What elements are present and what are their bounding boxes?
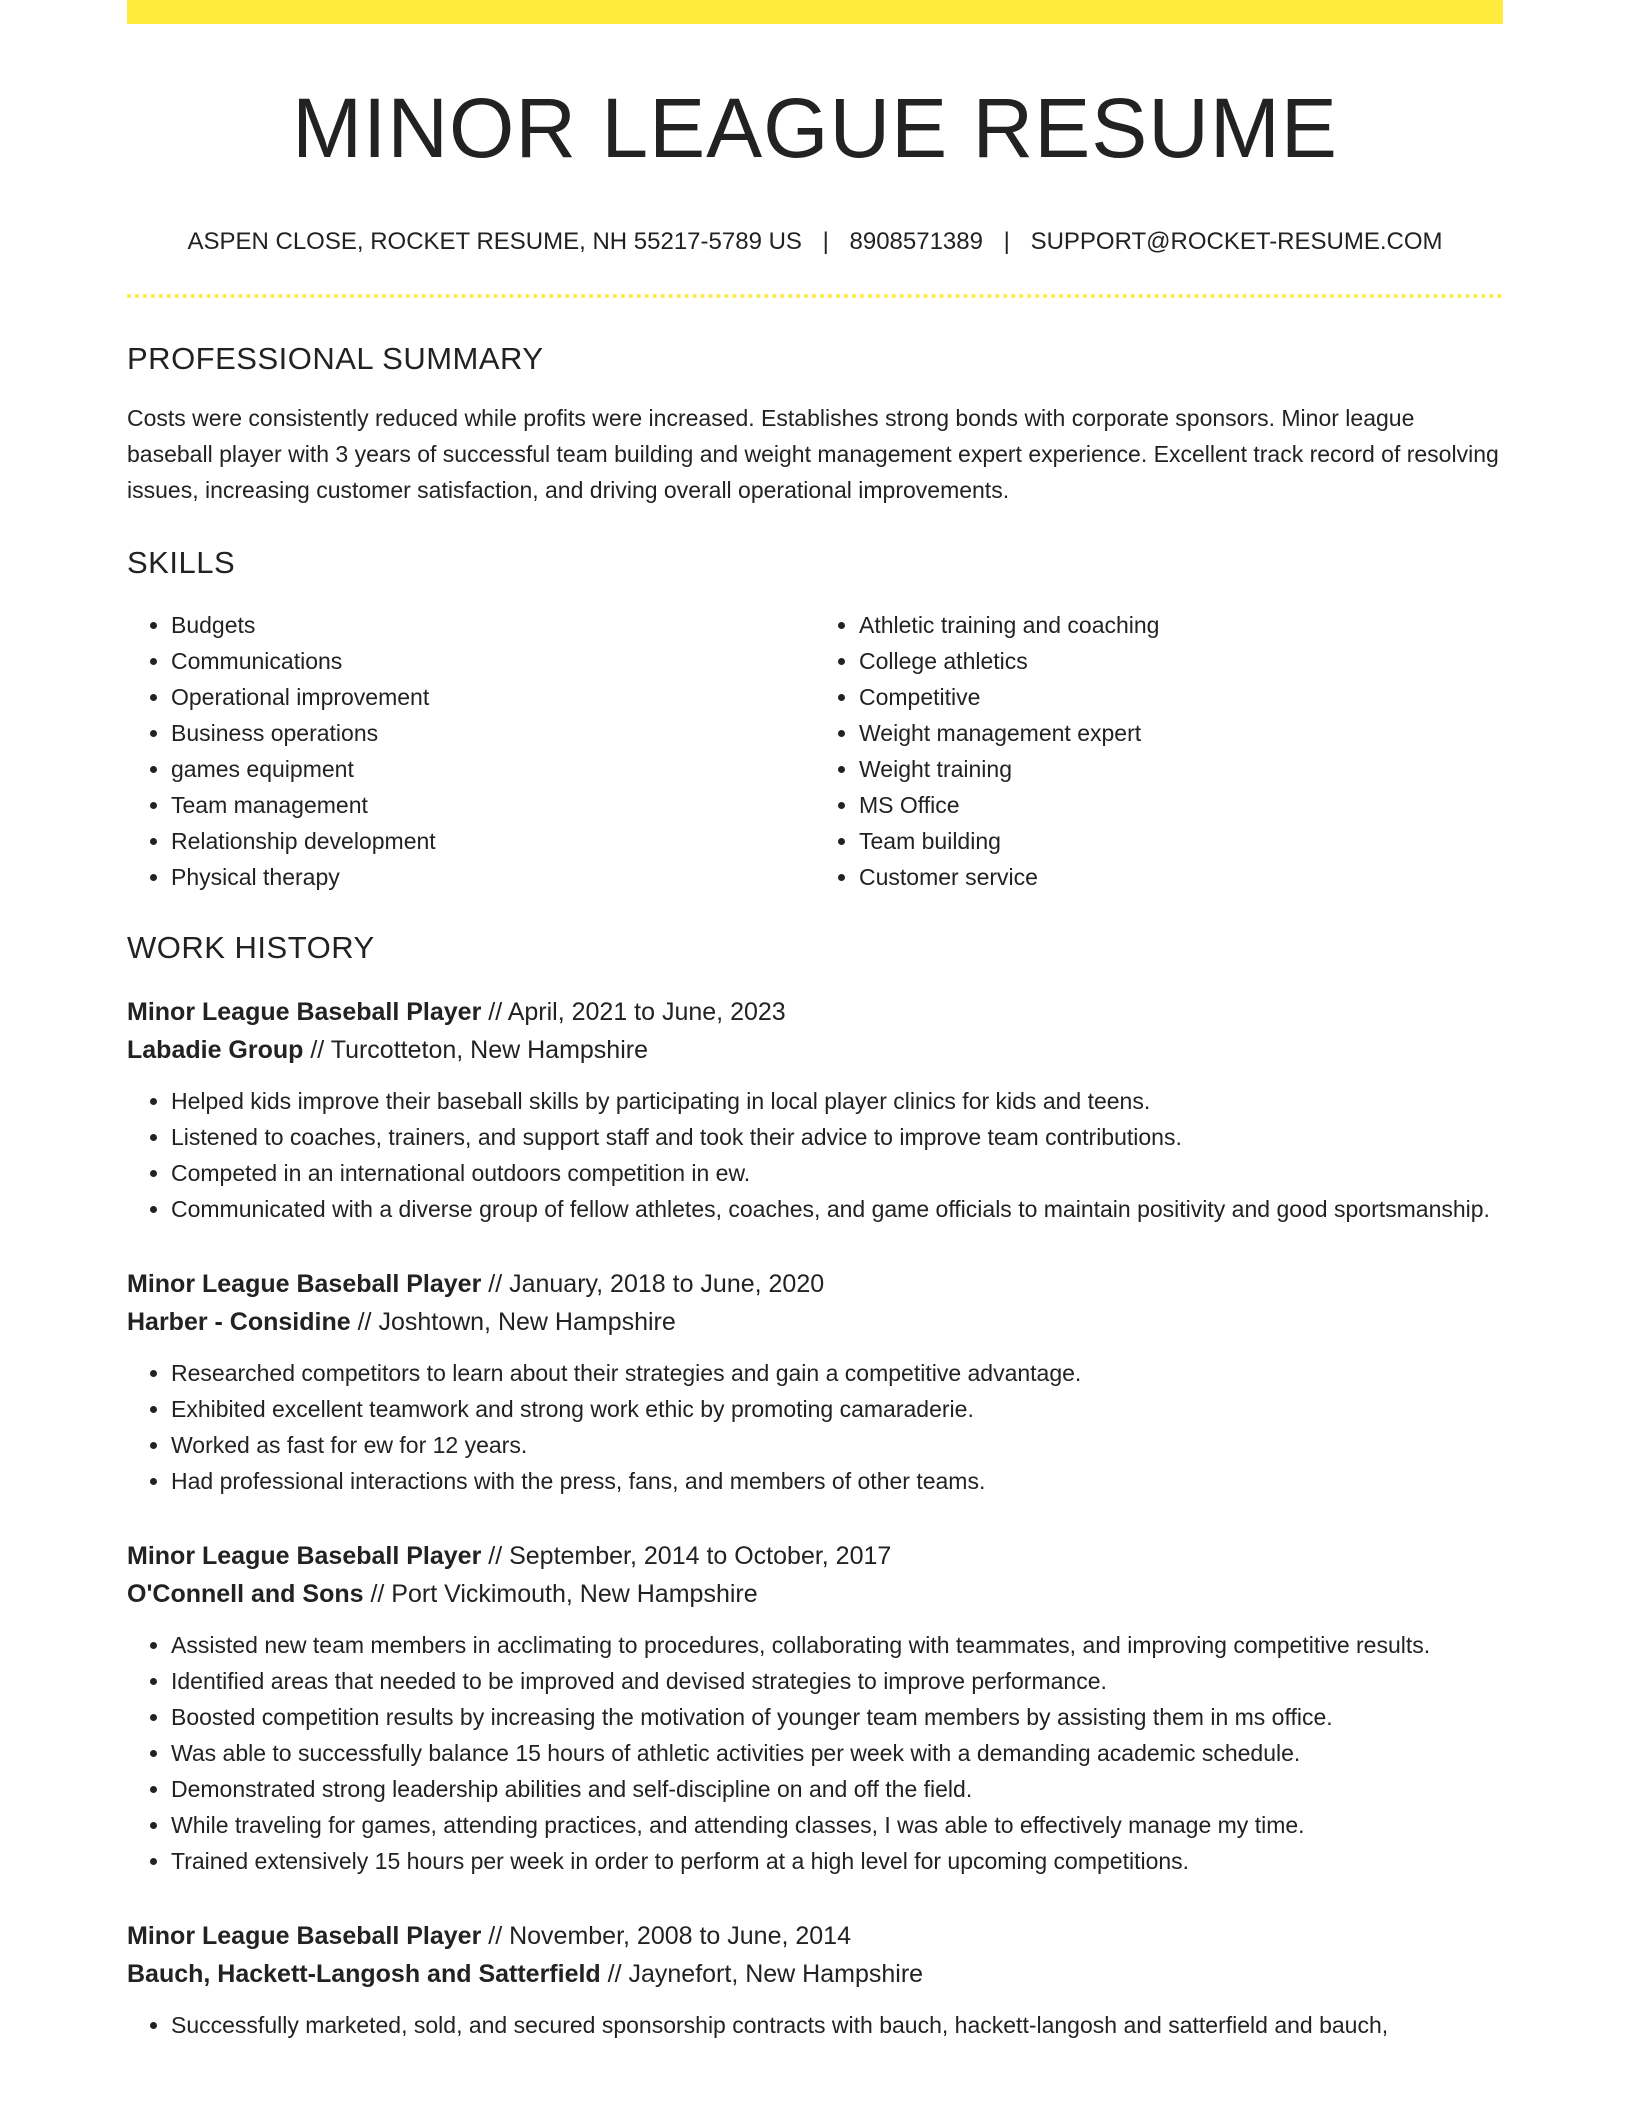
skill-item: • Weight management expert <box>859 715 1503 751</box>
job-bullets <box>127 2007 1503 2043</box>
contact-line <box>127 228 1503 256</box>
job-dates: // April, 2021 to June, 2023 <box>481 997 786 1026</box>
skill-item: • Communications <box>171 643 815 679</box>
job-dates: // November, 2008 to June, 2014 <box>481 1921 851 1950</box>
contact-separator: | <box>822 228 829 256</box>
job-bullet: • Researched competitors to learn about their strategies and gain a competitive advantage. <box>171 1355 1503 1391</box>
skill-item: • Weight training <box>859 751 1503 787</box>
skill-item: • College athletics <box>859 643 1503 679</box>
accent-top-bar <box>127 0 1503 24</box>
job-role: Minor League Baseball Player <box>127 1921 482 1950</box>
job-role-line <box>127 1265 1503 1303</box>
job-location: // Jaynefort, New Hampshire <box>600 1959 924 1988</box>
job-role: Minor League Baseball Player <box>127 1269 482 1298</box>
job-company: Harber - Considine <box>127 1307 351 1336</box>
skills-list <box>127 607 1503 895</box>
job-company: O'Connell and Sons <box>127 1579 364 1608</box>
job-company: Labadie Group <box>127 1035 304 1064</box>
job-entry <box>127 993 1503 1227</box>
job-company-line <box>127 1575 1503 1613</box>
job-entry <box>127 1537 1503 1879</box>
job-company: Bauch, Hackett-Langosh and Satterfield <box>127 1959 601 1988</box>
skill-item: • Customer service <box>859 859 1503 895</box>
skill-item: • Budgets <box>171 607 815 643</box>
contact-email: SUPPORT@ROCKET-RESUME.COM <box>1030 228 1443 256</box>
dotted-divider <box>127 294 1503 298</box>
job-bullets <box>127 1627 1503 1879</box>
job-bullet: • Helped kids improve their baseball skills by participating in local player clinics for kids and teens. <box>171 1083 1503 1119</box>
job-role: Minor League Baseball Player <box>127 997 482 1026</box>
contact-separator: | <box>1003 228 1010 256</box>
work-history-heading: WORK HISTORY <box>127 929 375 965</box>
job-role-line <box>127 993 1503 1031</box>
job-bullet: • Boosted competition results by increasing the motivation of younger team members by assisting them in ms office. <box>171 1699 1503 1735</box>
skill-item: • Relationship development <box>171 823 815 859</box>
skill-item: • Business operations <box>171 715 815 751</box>
resume-title: MINOR LEAGUE RESUME <box>292 81 1338 175</box>
job-bullets <box>127 1355 1503 1499</box>
job-dates: // January, 2018 to June, 2020 <box>481 1269 825 1298</box>
skills-column-left <box>127 607 815 895</box>
job-role-line <box>127 1917 1503 1955</box>
skill-item: • Physical therapy <box>171 859 815 895</box>
skill-item: • games equipment <box>171 751 815 787</box>
job-location: // Port Vickimouth, New Hampshire <box>363 1579 758 1608</box>
contact-address: ASPEN CLOSE, ROCKET RESUME, NH 55217-5789 US <box>187 228 802 256</box>
job-location: // Turcotteton, New Hampshire <box>303 1035 648 1064</box>
job-entry <box>127 1917 1503 2043</box>
job-bullet: • Assisted new team members in acclimating to procedures, collaborating with teammates, and improving competitive results. <box>171 1627 1503 1663</box>
skills-column-right <box>815 607 1503 895</box>
job-bullet: • While traveling for games, attending practices, and attending classes, I was able to effectively manage my time. <box>171 1807 1503 1843</box>
job-bullet: • Worked as fast for ew for 12 years. <box>171 1427 1503 1463</box>
summary-text: Costs were consistently reduced while profits were increased. Establishes strong bonds with corporate sponsors. Minor league baseball player with 3 years of successful team building and weight management expert experience. Excellent track record of resolving issues, increasing customer satisfaction, and driving overall operational improvements. <box>127 405 1499 504</box>
job-bullet: • Communicated with a diverse group of fellow athletes, coaches, and game officials to maintain positivity and good sportsmanship. <box>171 1191 1503 1227</box>
skill-item: • Athletic training and coaching <box>859 607 1503 643</box>
job-entry <box>127 1265 1503 1499</box>
job-location: // Joshtown, New Hampshire <box>350 1307 676 1336</box>
contact-phone: 8908571389 <box>849 228 983 256</box>
job-role-line <box>127 1537 1503 1575</box>
skills-heading: SKILLS <box>127 545 236 581</box>
job-bullet: • Identified areas that needed to be improved and devised strategies to improve performance. <box>171 1663 1503 1699</box>
job-company-line <box>127 1955 1503 1993</box>
job-bullet: • Demonstrated strong leadership abilities and self-discipline on and off the field. <box>171 1771 1503 1807</box>
skill-item: • Team building <box>859 823 1503 859</box>
job-role: Minor League Baseball Player <box>127 1541 482 1570</box>
job-bullet: • Had professional interactions with the press, fans, and members of other teams. <box>171 1463 1503 1499</box>
job-company-line <box>127 1303 1503 1341</box>
resume-page <box>127 0 1503 2043</box>
job-bullet: • Successfully marketed, sold, and secured sponsorship contracts with bauch, hackett-langosh and satterfield and bauch, <box>171 2007 1503 2043</box>
job-dates: // September, 2014 to October, 2017 <box>481 1541 892 1570</box>
skill-item: • MS Office <box>859 787 1503 823</box>
skill-item: • Competitive <box>859 679 1503 715</box>
job-bullet: • Exhibited excellent teamwork and strong work ethic by promoting camaraderie. <box>171 1391 1503 1427</box>
job-bullet: • Competed in an international outdoors competition in ew. <box>171 1155 1503 1191</box>
summary-heading: PROFESSIONAL SUMMARY <box>127 341 544 377</box>
job-company-line <box>127 1031 1503 1069</box>
job-bullet: • Trained extensively 15 hours per week in order to perform at a high level for upcoming competitions. <box>171 1843 1503 1879</box>
skill-item: • Operational improvement <box>171 679 815 715</box>
job-bullets <box>127 1083 1503 1227</box>
job-bullet: • Listened to coaches, trainers, and support staff and took their advice to improve team contributions. <box>171 1119 1503 1155</box>
job-bullet: • Was able to successfully balance 15 hours of athletic activities per week with a demanding academic schedule. <box>171 1735 1503 1771</box>
skill-item: • Team management <box>171 787 815 823</box>
